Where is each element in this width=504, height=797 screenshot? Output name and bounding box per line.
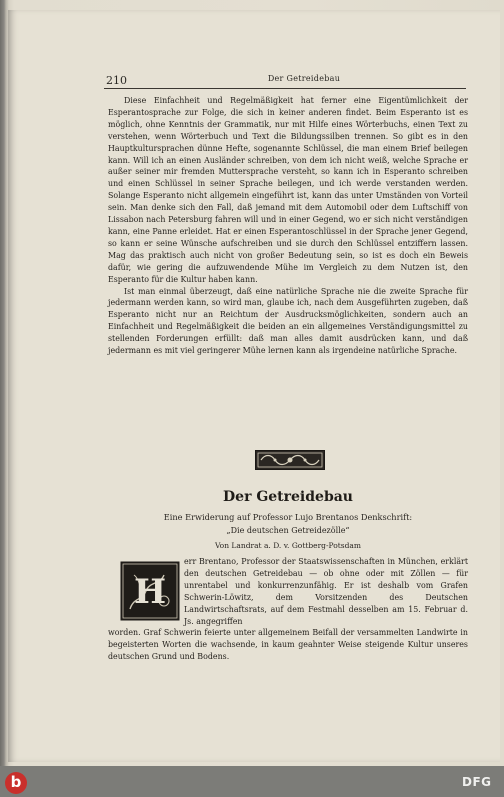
header-rule [104, 88, 466, 89]
dfg-logo[interactable]: DFG [462, 775, 492, 789]
article-rest-text: worden. Graf Schwerin feierte unter allgemeinem Beifall der versammelten Landwirte in begeisterten Worten die wachsende, in kaum geahnter Weise steigende Kultur unseres deutschen Grund und Bodens. [108, 628, 468, 661]
dropcap-icon [120, 561, 180, 621]
running-title: Der Getreidebau [267, 74, 341, 83]
library-logo[interactable]: b [5, 772, 27, 794]
previous-article-text [108, 95, 468, 357]
article-title: Der Getreidebau [223, 489, 353, 505]
page-header [104, 74, 466, 90]
article-subtitle-quote: „Die deutschen Getreidezölle“ [226, 526, 350, 535]
page-number: 210 [106, 74, 127, 87]
article-subtitle: Eine Erwiderung auf Professor Lujo Brentanos Denkschrift: [163, 512, 413, 522]
article-lead-text: err Brentano, Professor der Staatswissenschaften in München, erklärt den deutschen Getreidebau — ob ohne oder mit Zöllen — für unrentabel und konkurrenzunfähig. Er ist deshalb vom Grafen Schwerin-Löwitz, dem Vorsitzenden des Deutschen Landwirtschaftsrats, auf dem Festmahl desselben am 15. Februar d. Js. angegriffen [184, 557, 468, 626]
body-paragraph: Diese Einfachheit und Regelmäßigkeit hat ferner eine Eigentümlichkeit der Esperantosprache zur Folge, die sich in keiner anderen findet. Beim Esperanto ist es möglich, ohne Kenntnis der Grammatik, nur mit Hilfe eines Wörterbuchs, einen Text zu verstehen, wenn Wörterbuch und Text die Bildungssilben trennen. So gibt es in den Hauptkultursprachen dünne Hefte, sogenannte Schlüssel, die man einem Brief beilegen kann. Will ich an einen Ausländer schreiben, von dem ich nicht weiß, welche Sprache er außer seiner mir fremden Muttersprache versteht, so kann ich in Esperanto schreiben und einen Schlüssel in seiner Sprache beilegen, und ich werde verstanden werden. Solange Esperanto nicht allgemein eingeführt ist, kann das unter Umständen von Vorteil sein. Man denke sich den Fall, daß jemand mit dem Automobil oder dem Luftschiff von Lissabon nach Petersburg fahren will und in einer Gegend, wo er sich nicht verständigen kann, eine Panne erleidet. Hat er einen Esperantoschlüssel in der Sprache jener Gegend, so kann er seine Wünsche aufschreiben und sie durch den Schlüssel entziffern lassen. Mag das praktisch auch nicht von großer Bedeutung sein, so ist es doch ein Beweis dafür, wie gering die aufzuwendende Mühe im Vergleich zu dem Nutzen ist, den Esperanto für die Kultur haben kann. [108, 96, 468, 284]
ornament-icon [255, 450, 325, 470]
floral-vignette-ornament [255, 450, 325, 470]
viewer-footer-bar [0, 766, 504, 797]
body-paragraph: Ist man einmal überzeugt, daß eine natürliche Sprache nie die zweite Sprache für jedermann werden kann, so wird man, glaube ich, nach dem Ausgeführten zugeben, daß Esperanto nicht nur an Reichtum der Ausdrucksmöglichkeiten, sondern auch an Einfachheit und Regelmäßigkeit die beiden an ein allgemeines Verständigungsmittel zu stellenden Forderungen erfüllt: daß man alles damit ausdrücken kann, und daß jedermann es mit viel geringerer Mühe lernen kann als irgendeine natürliche Sprache. [108, 286, 468, 356]
dropcap-initial [120, 561, 180, 621]
article-author: Von Landrat a. D. v. Gottberg-Potsdam [214, 541, 362, 550]
dropcap-letter: H [133, 572, 167, 612]
